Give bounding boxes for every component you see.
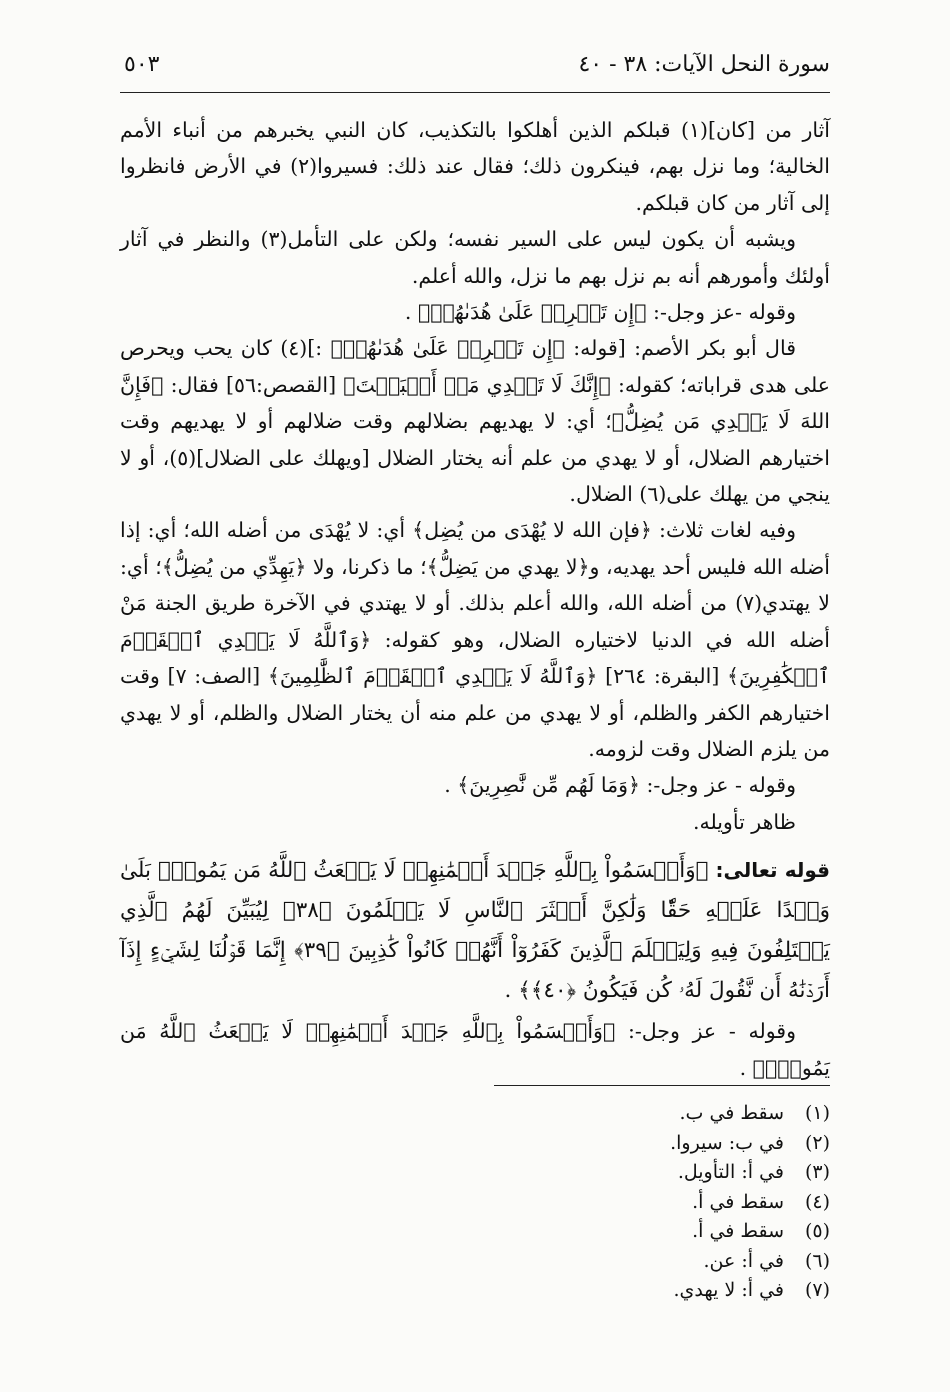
footnote-number: (٤) <box>804 1190 830 1213</box>
paragraph-2: ويشبه أن يكون ليس على السير نفسه؛ ولكن على التأمل(٣) والنظر في آثار أولئك وأمورهم أنه بم نزل بهم ما نزل، والله أعلم. <box>120 227 830 288</box>
footnotes <box>530 1099 830 1306</box>
paragraph-8: وقوله - عز وجل-: ﴿وَأَقۡسَمُواْ بِٱللَّهِ جَهۡدَ أَيۡمَٰنِهِمۡ لَا يَبۡعَثُ ٱللَّهُ مَن يَمُوتُۚ﴾ . <box>120 1019 830 1080</box>
paragraph-6: وقوله - عز وجل-: ﴿وَمَا لَهُم مِّن نَّٰصِرِينَ﴾ . <box>444 773 796 798</box>
footnote-item <box>530 1247 830 1277</box>
footnote-text: سقط في ب. <box>679 1102 784 1124</box>
main-text <box>120 112 830 1086</box>
footnote-item <box>530 1276 830 1306</box>
footnote-item <box>530 1217 830 1247</box>
verse-lead: قوله تعالى: <box>715 858 830 883</box>
footnote-text: في أ: عن. <box>703 1249 784 1272</box>
header-title: سورة النحل الآيات: ٣٨ - ٤٠ <box>578 52 830 77</box>
running-header <box>124 46 830 86</box>
footnote-text: في أ: لا يهدي. <box>673 1279 784 1301</box>
paragraph-5: وفيه لغات ثلاث: ﴿فإن الله لا يُهْدَى من يُضِل﴾ أي: لا يُهْدَى من أضله الله؛ أي: إذا أضله الله فليس أحد يهديه، و﴿لا يهدي من يَضِلُّ﴾؛ ما ذكرنا، ولا ﴿يَهِدِّي من يُضِلُّ﴾؛ أي: لا يهتدي(٧) من أضله الله، والله أعلم بذلك. أو لا يهتدي في الآخرة طريق الجنة مَنْ أضله الله في الدنيا لاختياره الضلال، وهو كقوله: ﴿وَٱللَّهُ لَا يَهۡدِي ٱلۡقَوۡمَ ٱلۡكَٰفِرِينَ﴾ [البقرة: ٢٦٤] ﴿وَٱللَّهُ لَا يَهۡدِي ٱلۡقَوۡمَ ٱلظَّٰلِمِينَ﴾ [الصف: ٧] وقت اختيارهم الكفر والظلم، أو لا يهدي من علم منه أن يختار الضلال والظلم، أو لا يهدي من يلزم الضلال وقت لزومه. <box>120 518 831 761</box>
footnote-divider <box>494 1085 830 1086</box>
header-divider <box>120 92 830 93</box>
paragraph-3: وقوله -عز وجل-: ﴿إِن تَحۡرِصۡ عَلَىٰ هُدَىٰهُمۡ﴾ . <box>404 300 796 325</box>
footnote-number: (٥) <box>804 1220 830 1242</box>
footnote-item <box>530 1188 830 1218</box>
footnote-number: (٧) <box>804 1279 830 1301</box>
footnote-text: في ب: سيروا. <box>670 1131 784 1154</box>
quran-verse-block <box>120 850 830 1011</box>
paragraph-4: قال أبو بكر الأصم: [قوله: ﴿إِن تَحۡرِصۡ عَلَىٰ هُدَىٰهُمۡ﴾ :](٤) كان يحب ويحرص على هدى قراباته؛ كقوله: ﴿إِنَّكَ لَا تَهۡدِي مَنۡ أَحۡبَبۡتَ﴾ [القصص:٥٦] فقال: ﴿فَإِنَّ اللهَ لَا يَهۡدِي مَن يُضِلُّ﴾؛ أي: لا يهديهم بضلالهم وقت ضلالهم أو لا يهديهم وقت اختيارهم الضلال، أو لا يهدي من علم أنه يختار الضلال [ويهلك على الضلال](٥)، أو لا ينجي من يهلك على(٦) الضلال. <box>120 336 830 507</box>
footnote-number: (٢) <box>804 1131 830 1154</box>
paragraph-1: آثار من [كان](١) قبلكم الذين أهلكوا بالتكذيب، كان النبي يخبرهم من أنباء الأمم الخالية؛ وما نزل بهم، فينكرون ذلك؛ فقال عند ذلك: فسيروا(٢) في الأرض فانظروا إلى آثار من كان قبلكم. <box>120 118 830 215</box>
footnote-item <box>530 1158 830 1188</box>
footnote-item <box>530 1129 830 1159</box>
footnote-text: في أ: التأويل. <box>677 1161 784 1183</box>
page-number: ٥٠٣ <box>124 52 160 77</box>
footnote-number: (٦) <box>804 1249 830 1272</box>
footnote-number: (٣) <box>804 1161 830 1183</box>
verse-text: ﴿وَأَقۡسَمُواْ بِٱللَّهِ جَهۡدَ أَيۡمَٰنِهِمۡ لَا يَبۡعَثُ ٱللَّهُ مَن يَمُوتُۚ بَلَىٰ وَعۡدًا عَلَيۡهِ حَقّٗا وَلَٰكِنَّ أَكۡثَرَ ٱلنَّاسِ لَا يَعۡلَمُونَ ﴿٣٨﴾ لِيُبَيِّنَ لَهُمُ ٱلَّذِي يَخۡتَلِفُونَ فِيهِ وَلِيَعۡلَمَ ٱلَّذِينَ كَفَرُوٓاْ أَنَّهُمۡ كَانُواْ كَٰذِبِينَ ﴿٣٩﴾ إِنَّمَا قَوۡلُنَا لِشَيۡءٍ إِذَآ أَرَدۡنَٰهُ أَن نَّقُولَ لَهُۥ كُن فَيَكُونُ ﴿٤٠﴾﴾ . <box>120 858 830 1004</box>
footnote-text: سقط في أ. <box>692 1220 784 1242</box>
paragraph-7: ظاهر تأويله. <box>692 809 796 834</box>
footnote-item <box>530 1099 830 1129</box>
footnote-number: (١) <box>804 1102 830 1124</box>
footnote-text: سقط في أ. <box>692 1190 784 1213</box>
